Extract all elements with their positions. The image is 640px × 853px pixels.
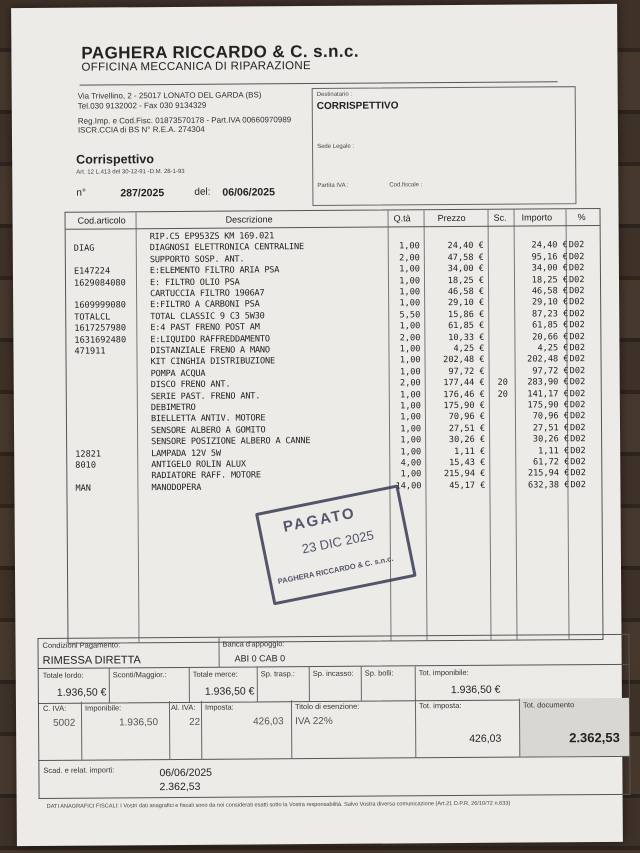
cell-qta: 1,00 [400, 389, 421, 401]
tot-merce-label: Totale merce: [192, 669, 238, 679]
cell-cod: DIAG [73, 243, 95, 255]
cell-prezzo: 202,48 € [443, 355, 485, 366]
cell-qta: 1,00 [400, 446, 422, 458]
cell-desc: LAMPADA 12V 5W [151, 448, 221, 459]
cell-cod: 1631692480 [74, 334, 127, 346]
cell-iva: D02 [569, 297, 585, 308]
header-prezzo: Prezzo [437, 212, 466, 224]
cell-prezzo: 29,10 € [447, 298, 485, 309]
scad-date: 06/06/2025 [159, 766, 213, 780]
header-qta: Q.tà [393, 213, 411, 224]
cell-cod: 1609999080 [74, 300, 126, 312]
cell-iva: D02 [570, 457, 586, 468]
aliva-label: Al. IVA: [170, 702, 196, 713]
sede-label: Sede Legale : [317, 143, 355, 150]
cell-prezzo: 177,44 € [443, 378, 485, 389]
cell-iva: D02 [568, 240, 585, 251]
cell-prezzo: 45,17 € [449, 480, 486, 491]
footer-divider [309, 667, 310, 701]
tot-merce: 1.936,50 € [204, 685, 255, 698]
cell-desc: TOTAL CLASSIC 9 C3 5W30 [150, 311, 265, 322]
footer-divider [81, 702, 82, 760]
civa-label: C. IVA: [42, 703, 67, 713]
footer-divider [218, 638, 219, 668]
cell-importo: 632,38 € [527, 480, 570, 491]
cell-desc: DEBIMETRO [150, 402, 196, 414]
cell-importo: 215,94 € [527, 468, 570, 479]
doc-date: 06/06/2025 [222, 186, 275, 199]
aliva: 22 [189, 716, 201, 728]
tot-lordo-label: Totale lordo: [42, 670, 84, 680]
footer-divider [257, 667, 258, 701]
cell-desc: DISTANZIALE FRENO A MANO [150, 345, 270, 357]
cell-importo: 27,51 € [532, 423, 570, 434]
cell-prezzo: 215,94 € [443, 469, 486, 480]
cell-importo: 30,26 € [532, 434, 570, 445]
recipient-box [312, 86, 577, 206]
cell-iva: D02 [569, 400, 586, 411]
cell-desc: SENSORE POSIZIONE ALBERO A CANNE [151, 436, 311, 448]
cell-importo: 87,23 € [531, 309, 569, 320]
invoice-paper [11, 4, 623, 846]
footer-divider [201, 701, 202, 759]
cell-qta: 1,00 [399, 275, 421, 287]
doc-title: Corrispettivo [76, 152, 154, 167]
disclaimer: DATI ANAGRAFICI FISCALI: I Vostri dati anagrafici e fiscali sono da noi considerati esatti sotto la Vostra responsabilità. Salvo Vostra diversa comunicazione (Art.21 D.P.R. 26/10/72 n.633) [46, 800, 511, 810]
stamp-date: 23 DIC 2025 [300, 527, 376, 557]
piva-label: Partita IVA : [317, 182, 349, 189]
cond-value: RIMESSA DIRETTA [42, 654, 141, 667]
cell-qta: 4,00 [400, 458, 422, 469]
tot-imponibile: 1.936,50 € [450, 683, 501, 697]
cell-cod: E147224 [73, 266, 111, 277]
cell-qta: 1,00 [399, 367, 421, 378]
cell-cod: 471911 [74, 346, 106, 357]
tot-imposta-label: Tot. imposta: [418, 700, 462, 711]
footer-divider [361, 667, 362, 701]
table-row [67, 480, 601, 495]
cell-desc: POMPA ACQUA [150, 368, 206, 379]
cell-importo: 175,90 € [527, 400, 569, 411]
cond-label: Condizioni Pagamento: [42, 640, 121, 650]
cell-importo: 95,16 € [531, 252, 568, 263]
imponibile-label: Imponibile: [84, 703, 122, 713]
cell-cod: TOTALCL [74, 312, 111, 323]
cell-importo: 61,85 € [532, 320, 569, 331]
cell-qta: 2,00 [399, 253, 420, 264]
cell-qta: 1,00 [400, 412, 421, 423]
cell-desc: ANTIGELO ROLIN ALUX [151, 459, 246, 471]
scad-label: Scad. e relat. importi: [43, 765, 115, 775]
cell-prezzo: 34,00 € [447, 264, 484, 275]
civa: 5002 [53, 717, 76, 729]
sp-trasp-label: Sp. trasp.: [260, 669, 295, 679]
scad-amount: 2.362,53 [159, 780, 201, 794]
cell-importo: 283,90 € [527, 377, 569, 388]
cell-iva: D02 [570, 468, 586, 479]
cell-iva: D02 [569, 377, 586, 388]
cell-qta: 1,00 [399, 287, 421, 298]
cell-importo: 70,96 € [532, 411, 569, 422]
cell-sc: 20 [497, 389, 508, 400]
cell-prezzo: 176,46 € [443, 389, 485, 400]
tot-doc-label: Tot. documento [522, 700, 575, 710]
cell-importo: 97,72 € [532, 366, 569, 377]
sp-bolli-label: Sp. bolli: [364, 668, 394, 678]
cell-prezzo: 47,58 € [447, 252, 484, 263]
company-rea: ISCR.CCIA di BS N° R.E.A. 274304 [77, 124, 205, 135]
cell-qta: 2,00 [399, 332, 421, 344]
cell-iva: D02 [569, 343, 586, 354]
sp-incasso-label: Sp. incasso: [312, 668, 354, 679]
cell-sc: 20 [497, 377, 508, 388]
cell-desc: CARTUCCIA FILTRO 1906A7 [150, 288, 265, 300]
cell-iva: D02 [569, 320, 585, 331]
cell-importo: 34,00 € [531, 263, 568, 274]
cell-desc: DISCO FRENO ANT. [150, 379, 231, 391]
header-importo: Importo [521, 212, 553, 223]
table-header [66, 209, 600, 230]
company-phone: Tel.030 9132002 - Fax 030 9134329 [77, 100, 207, 111]
company-address: Via Trivellino, 2 - 25017 LONATO DEL GARDA (BS) [77, 90, 262, 101]
tot-imposta: 426,03 [469, 732, 502, 745]
cell-prezzo: 24,40 € [447, 241, 484, 252]
cell-qta: 1,00 [400, 401, 421, 412]
esenzione-label: Titolo di esenzione: [294, 701, 360, 712]
tot-lordo: 1.936,50 € [56, 686, 107, 699]
cell-iva: D02 [569, 331, 585, 342]
cell-iva: D02 [568, 274, 585, 285]
sconti-label: Sconti/Maggior.: [112, 670, 167, 680]
cell-prezzo: 175,90 € [443, 400, 485, 412]
cell-importo: 4,25 € [537, 343, 569, 354]
header-divider [80, 81, 558, 85]
bank-label: Banca d'appoggio: [222, 639, 285, 649]
footer-divider [415, 666, 416, 700]
cell-qta: 14,00 [395, 481, 422, 492]
company-name: PAGHERA RICCARDO & C. s.n.c. [81, 41, 360, 63]
bank-value: ABI 0 CAB 0 [234, 653, 286, 664]
cell-qta: 1,00 [399, 344, 421, 355]
cell-importo: 61,72 € [533, 457, 570, 468]
cell-iva: D02 [569, 388, 586, 399]
cell-desc: RADIATORE RAFF. MOTORE [151, 470, 261, 482]
doc-number-label: n° [76, 187, 86, 199]
cell-iva: D02 [569, 411, 586, 422]
cell-qta: 1,00 [399, 321, 421, 332]
imponibile: 1.936,50 [119, 717, 159, 729]
cell-importo: 29,10 € [531, 297, 569, 308]
due-section [38, 756, 630, 799]
tot-doc: 2.362,53 [569, 729, 620, 746]
cell-prezzo: 46,58 € [447, 286, 485, 298]
doc-legal: Art. 12 L.413 del 30-12-91 -D.M. 28-1-93 [76, 168, 185, 176]
cell-prezzo: 15,86 € [447, 309, 485, 320]
tot-imponibile-label: Tot. imponibile: [418, 667, 469, 678]
esenzione: IVA 22% [295, 715, 333, 728]
cell-qta: 1,00 [399, 355, 421, 366]
cell-importo: 1,11 € [538, 445, 570, 457]
cell-desc: E:FILTRO A CARBONI PSA [150, 299, 260, 311]
cell-prezzo: 15,43 € [449, 457, 486, 469]
cell-desc: E:LIQUIDO RAFFREDDAMENTO [150, 333, 270, 345]
cell-iva: D02 [570, 445, 586, 456]
cell-desc: MANODOPERA [151, 482, 202, 493]
cell-prezzo: 61,85 € [448, 321, 485, 332]
doc-date-label: del: [194, 186, 211, 198]
header-cod: Cod.articolo [77, 215, 126, 226]
cell-prezzo: 10,33 € [448, 332, 485, 343]
footer-divider [291, 700, 292, 758]
cell-iva: D02 [569, 286, 585, 297]
header-iva: % [577, 212, 586, 223]
header-desc: Descrizione [225, 214, 273, 225]
cell-qta: 5,50 [399, 310, 421, 321]
stamp-text: PAGATO [281, 504, 358, 536]
cell-qta: 1,00 [400, 469, 422, 480]
cell-importo: 20,66 € [532, 331, 569, 343]
cell-desc: E:ELEMENTO FILTRO ARIA PSA [149, 265, 280, 277]
cell-iva: D02 [570, 479, 586, 491]
cell-qta: 2,00 [399, 378, 421, 389]
cell-prezzo: 1,11 € [454, 446, 486, 457]
cell-iva: D02 [569, 354, 586, 365]
cell-qta: 1,00 [399, 241, 420, 252]
cell-qta: 1,00 [400, 435, 422, 446]
cell-cod: 1617257980 [74, 323, 127, 334]
cell-prezzo: 4,25 € [453, 343, 485, 355]
cell-desc: BIELLETTA ANTIV. MOTORE [150, 413, 266, 425]
stamp-company: PAGHERA RICCARDO & C. s.n.c. [277, 553, 395, 586]
cell-importo: 46,58 € [531, 286, 569, 297]
cell-iva: D02 [570, 434, 586, 445]
footer-divider [189, 668, 190, 702]
cell-desc: SENSORE ALBERO A GOMITO [151, 425, 266, 436]
recipient-label: Destinatario : [316, 91, 353, 98]
footer-divider [109, 668, 110, 702]
header-sc: Sc. [493, 212, 507, 223]
cell-cod: 12821 [75, 449, 102, 460]
cell-iva: D02 [569, 365, 586, 377]
cell-importo: 141,17 € [527, 388, 569, 400]
cell-prezzo: 27,51 € [448, 423, 486, 434]
cell-prezzo: 97,72 € [448, 366, 485, 377]
cell-prezzo: 70,96 € [448, 412, 485, 423]
codfisc-label: Cod.fiscale : [389, 182, 423, 189]
cell-qta: 1,00 [400, 424, 422, 435]
cell-desc: RIP.C5 EP953ZS KM 169.021 [149, 231, 275, 243]
cell-iva: D02 [568, 251, 585, 263]
cell-desc: E: FILTRO OLIO PSA [149, 277, 240, 288]
cell-iva: D02 [569, 308, 585, 320]
vat-section [38, 698, 630, 761]
cell-iva: D02 [568, 263, 585, 274]
cell-cod: 1629084080 [73, 277, 126, 289]
cell-importo: 24,40 € [531, 240, 568, 251]
cell-cod: 8010 [75, 460, 97, 471]
footer-divider [415, 699, 416, 757]
recipient-value: CORRISPETTIVO [316, 100, 399, 112]
cell-desc: SUPPORTO SOSP. ANT. [149, 254, 245, 265]
imposta: 426,03 [253, 716, 284, 728]
cell-importo: 18,25 € [531, 274, 569, 286]
company-reg: Reg.Imp. e Cod.Fisc. 01873570178 - Part.IVA 00660970989 [77, 115, 292, 126]
cell-prezzo: 30,26 € [448, 435, 486, 446]
imposta-label: Imposta: [204, 702, 234, 712]
cell-desc: DIAGNOSI ELETTRONICA CENTRALINE [149, 242, 304, 254]
cell-qta: 1,00 [399, 298, 421, 309]
cell-cod: MAN [75, 483, 92, 494]
cell-qta: 1,00 [399, 264, 420, 275]
company-subtitle: OFFICINA MECCANICA DI RIPARAZIONE [81, 60, 312, 74]
cell-iva: D02 [569, 422, 586, 434]
cell-prezzo: 18,25 € [447, 275, 485, 286]
cell-desc: SERIE PAST. FRENO ANT. [150, 390, 261, 402]
cell-importo: 202,48 € [527, 354, 569, 365]
cell-desc: E:4 PAST FRENO POST AM [150, 322, 260, 334]
cell-desc: KIT CINGHIA DISTRIBUZIONE [150, 356, 275, 368]
doc-number: 287/2025 [120, 187, 165, 200]
